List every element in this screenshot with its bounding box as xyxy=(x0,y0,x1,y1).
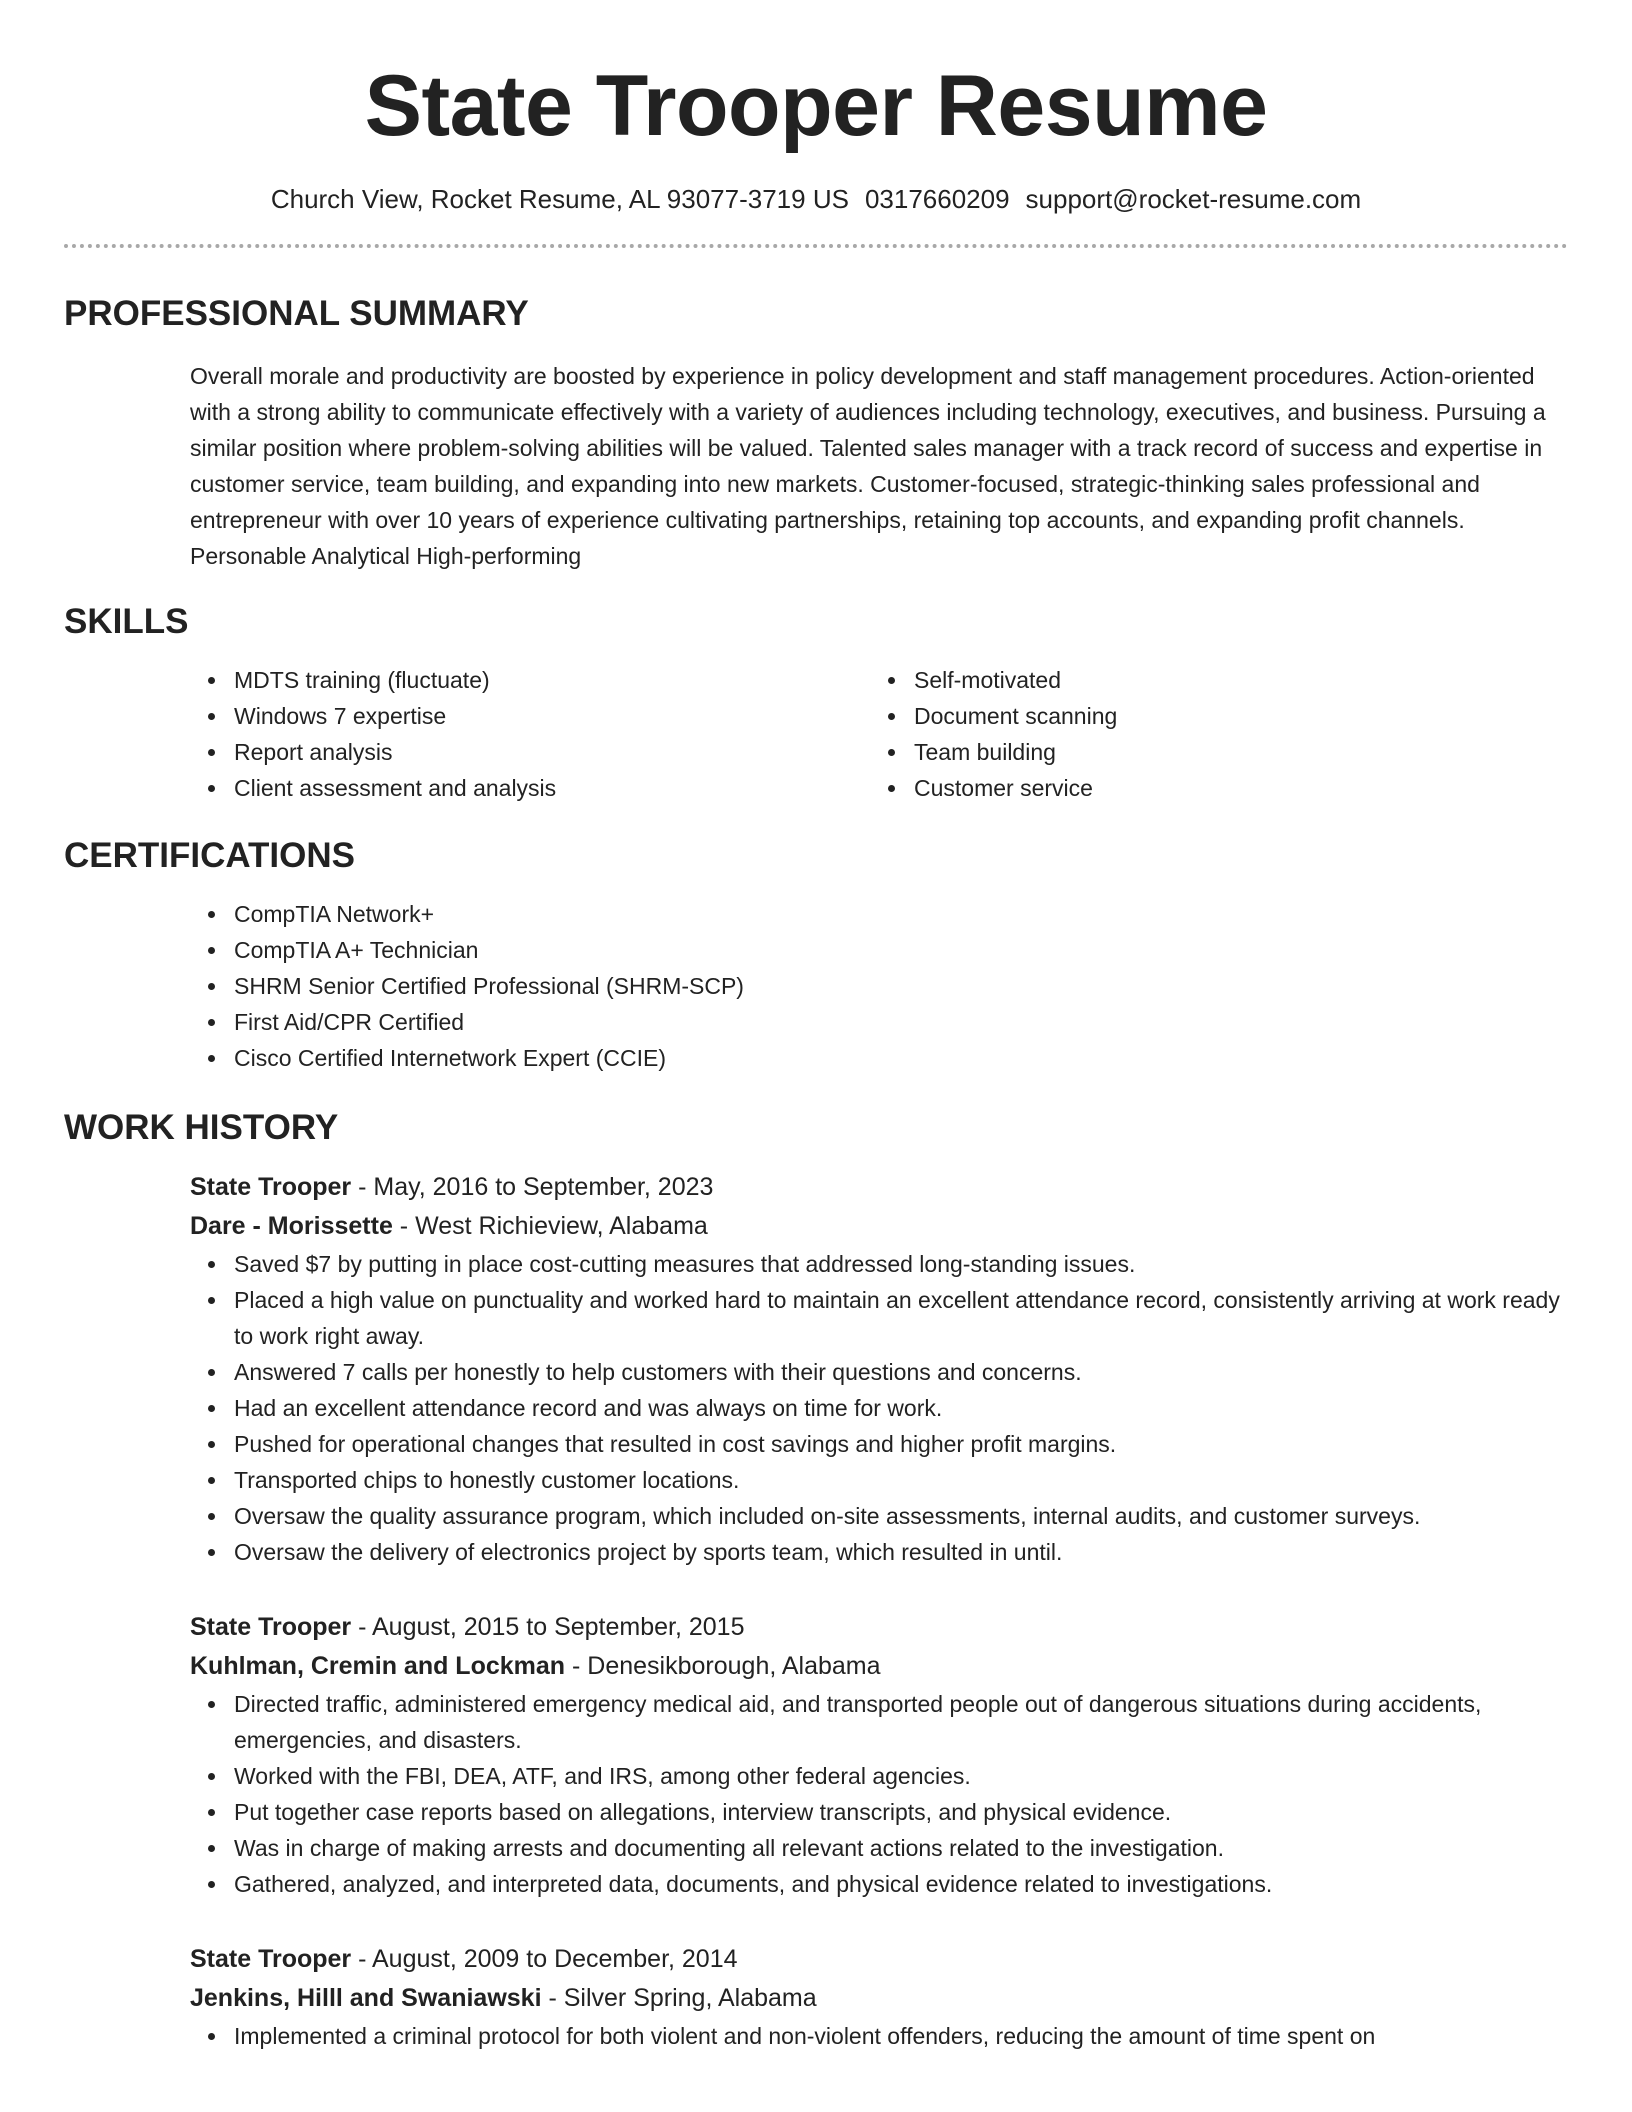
job-duty: Was in charge of making arrests and documenting all relevant actions related to the investigation. xyxy=(234,1830,1568,1866)
certifications-list xyxy=(190,896,1568,1076)
certification-item: CompTIA A+ Technician xyxy=(234,932,1568,968)
job-title: State Trooper xyxy=(190,1945,352,1973)
job-location: - West Richieview, Alabama xyxy=(392,1212,708,1240)
job-entry xyxy=(190,1608,1568,1902)
job-duty: Placed a high value on punctuality and worked hard to maintain an excellent attendance record, consistently arriving at work ready to work right away. xyxy=(234,1282,1568,1354)
skill-item: MDTS training (fluctuate) xyxy=(234,662,870,698)
job-duties-list xyxy=(190,2018,1568,2054)
skills-heading: SKILLS xyxy=(64,602,189,641)
job-duty: Gathered, analyzed, and interpreted data, documents, and physical evidence related to investigations. xyxy=(234,1866,1568,1902)
certifications-block xyxy=(190,896,1568,1076)
contact-phone: 0317660209 xyxy=(864,184,1010,214)
skills-grid xyxy=(190,662,1568,806)
job-company-line xyxy=(190,1979,1568,2018)
contact-line xyxy=(64,182,1568,216)
contact-address: Church View, Rocket Resume, AL 93077-3719 US xyxy=(270,184,849,214)
work-history-heading: WORK HISTORY xyxy=(64,1108,339,1147)
job-entry xyxy=(190,1168,1568,1570)
job-duty: Oversaw the quality assurance program, which included on-site assessments, internal audits, and customer surveys. xyxy=(234,1498,1568,1534)
header-divider xyxy=(64,244,1568,248)
job-company-line xyxy=(190,1647,1568,1686)
skill-item: Document scanning xyxy=(914,698,1550,734)
certification-item: First Aid/CPR Certified xyxy=(234,1004,1568,1040)
job-title: State Trooper xyxy=(190,1613,352,1641)
job-location: - Denesikborough, Alabama xyxy=(565,1652,881,1680)
certification-item: CompTIA Network+ xyxy=(234,896,1568,932)
job-company-line xyxy=(190,1207,1568,1246)
skills-column-left xyxy=(190,662,870,806)
job-company: Dare - Morissette xyxy=(190,1212,393,1240)
summary-text: Overall morale and productivity are boosted by experience in policy development and staff management procedures. Action-oriented with a strong ability to communicate effectively with a variety of audiences including technology, executives, and business. Pursuing a similar position where problem-solving abilities will be valued. Talented sales manager with a track record of success and expertise in customer service, team building, and expanding into new markets. Customer-focused, strategic-thinking sales professional and entrepreneur with over 10 years of experience cultivating partnerships, retaining top accounts, and expanding profit channels. Personable Analytical High-performing xyxy=(190,363,1546,569)
certification-item: SHRM Senior Certified Professional (SHRM-SCP) xyxy=(234,968,1568,1004)
summary-heading: PROFESSIONAL SUMMARY xyxy=(64,294,529,333)
skill-item: Report analysis xyxy=(234,734,870,770)
skill-item: Client assessment and analysis xyxy=(234,770,870,806)
job-dates: - May, 2016 to September, 2023 xyxy=(351,1173,714,1201)
job-duties-list xyxy=(190,1686,1568,1902)
skills-column-right xyxy=(870,662,1550,806)
skill-item: Team building xyxy=(914,734,1550,770)
job-location: - Silver Spring, Alabama xyxy=(541,1984,817,2012)
job-company: Jenkins, Hilll and Swaniawski xyxy=(190,1984,542,2012)
contact-email: support@rocket-resume.com xyxy=(1025,184,1362,214)
skills-list-right xyxy=(870,662,1550,806)
certifications-heading: CERTIFICATIONS xyxy=(64,836,356,875)
job-duty: Oversaw the delivery of electronics project by sports team, which resulted in until. xyxy=(234,1534,1568,1570)
skills-list-left xyxy=(190,662,870,806)
job-entry xyxy=(190,1940,1568,2054)
job-dates: - August, 2009 to December, 2014 xyxy=(351,1945,738,1973)
job-dates: - August, 2015 to September, 2015 xyxy=(351,1613,745,1641)
certification-item: Cisco Certified Internetwork Expert (CCIE) xyxy=(234,1040,1568,1076)
job-duty: Saved $7 by putting in place cost-cutting measures that addressed long-standing issues. xyxy=(234,1246,1568,1282)
job-duty: Pushed for operational changes that resulted in cost savings and higher profit margins. xyxy=(234,1426,1568,1462)
job-duty: Directed traffic, administered emergency medical aid, and transported people out of dangerous situations during accidents, emergencies, and disasters. xyxy=(234,1686,1568,1758)
job-title: State Trooper xyxy=(190,1173,352,1201)
job-duty: Worked with the FBI, DEA, ATF, and IRS, among other federal agencies. xyxy=(234,1758,1568,1794)
job-title-line xyxy=(190,1940,1568,1979)
job-duty: Answered 7 calls per honestly to help customers with their questions and concerns. xyxy=(234,1354,1568,1390)
job-duty: Had an excellent attendance record and was always on time for work. xyxy=(234,1390,1568,1426)
job-company: Kuhlman, Cremin and Lockman xyxy=(190,1652,566,1680)
job-duty: Transported chips to honestly customer locations. xyxy=(234,1462,1568,1498)
resume-title: State Trooper Resume xyxy=(364,58,1268,154)
job-title-line xyxy=(190,1168,1568,1207)
skill-item: Windows 7 expertise xyxy=(234,698,870,734)
job-duties-list xyxy=(190,1246,1568,1570)
job-duty: Implemented a criminal protocol for both violent and non-violent offenders, reducing the amount of time spent on xyxy=(234,2018,1568,2054)
skill-item: Self-motivated xyxy=(914,662,1550,698)
job-duty: Put together case reports based on allegations, interview transcripts, and physical evidence. xyxy=(234,1794,1568,1830)
skill-item: Customer service xyxy=(914,770,1550,806)
resume-page xyxy=(64,0,1568,2054)
job-title-line xyxy=(190,1608,1568,1647)
